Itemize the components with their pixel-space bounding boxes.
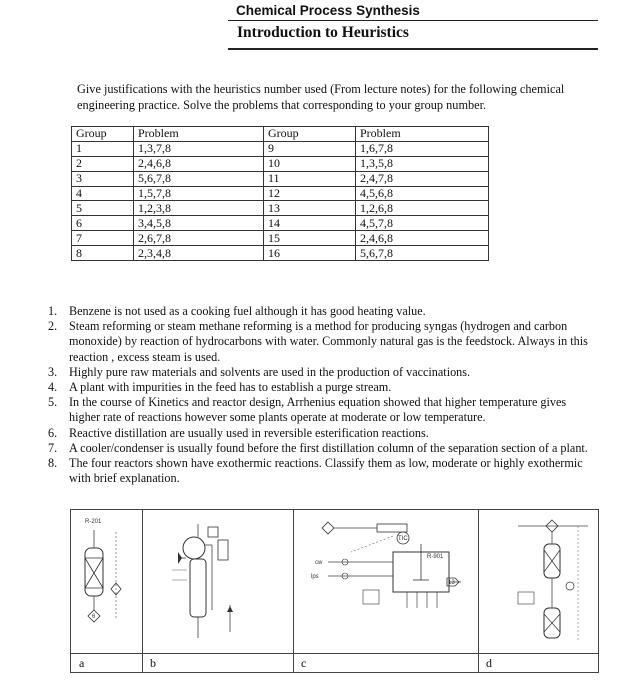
table-row xyxy=(72,186,489,201)
problem-text: Reactive distillation are usually used in reversible esterification reactions. xyxy=(69,425,429,440)
table-cell: 1,3,7,8 xyxy=(134,141,264,156)
figure-d xyxy=(478,510,598,672)
stream-a-number: 6 xyxy=(92,614,96,620)
table-row xyxy=(72,201,489,216)
table-cell: 2,3,4,8 xyxy=(134,246,264,261)
table-cell: 3,4,5,8 xyxy=(134,216,264,231)
instructions: Give justifications with the heuristics number used (From lecture notes) for the following chemical engineering practice. Solve the problems that corresponding to your group number. xyxy=(77,82,565,112)
figure-c-label: c xyxy=(301,656,307,670)
table-header-cell: Group xyxy=(72,127,134,142)
table-header-cell: Problem xyxy=(356,127,489,142)
table-cell: 9 xyxy=(264,141,356,156)
cooling-water-label: cw xyxy=(315,560,323,566)
table-cell: 2,6,7,8 xyxy=(134,231,264,246)
problem-item xyxy=(48,380,593,395)
reactor-a-diagram xyxy=(71,510,142,654)
table-cell: 4,5,7,8 xyxy=(356,216,489,231)
problem-number: 2. xyxy=(48,319,58,334)
table-row xyxy=(72,171,489,186)
problem-number: 7. xyxy=(48,440,58,455)
problem-text: Highly pure raw materials and solvents are used in the production of vaccinations. xyxy=(69,364,471,379)
problem-item xyxy=(48,365,593,380)
figure-c-label-cell xyxy=(293,653,478,672)
steam-label: lps xyxy=(311,574,319,580)
problem-text: The four reactors shown have exothermic reactions. Classify them as low, moderate or highly exothermic with brief explanation. xyxy=(69,456,583,486)
problem-text: Benzene is not used as a cooking fuel although it has good heating value. xyxy=(69,304,426,318)
problem-number: 6. xyxy=(48,425,58,440)
problem-number: 8. xyxy=(48,456,58,471)
table-cell: 6 xyxy=(72,216,134,231)
problem-text: A cooler/condenser is usually found before the first distillation column of the separation section of a plant. xyxy=(69,440,588,455)
problem-text: Steam reforming or steam methane reforming is a method for producing syngas (hydrogen and carbon monoxide) by reaction of hydrocarbons with water. Commonly natural gas is the feedstock. Always in this reaction , excess steam is used. xyxy=(69,319,588,364)
table-cell: 1 xyxy=(72,141,134,156)
problem-item xyxy=(48,456,593,486)
problem-number: 4. xyxy=(48,380,58,395)
table-cell: 12 xyxy=(264,186,356,201)
problem-item xyxy=(48,304,593,319)
table-cell: 11 xyxy=(264,171,356,186)
reactor-b-diagram xyxy=(142,510,293,654)
table-cell: 16 xyxy=(264,246,356,261)
table-row xyxy=(72,246,489,261)
table-cell: 1,6,7,8 xyxy=(356,141,489,156)
problem-text: A plant with impurities in the feed has to establish a purge stream. xyxy=(69,380,392,395)
table-row xyxy=(72,231,489,246)
table-row xyxy=(72,216,489,231)
stream-c-number: 13 xyxy=(448,580,455,586)
table-cell: 8 xyxy=(72,246,134,261)
figure-c xyxy=(293,510,479,672)
table-cell: 2,4,7,8 xyxy=(356,171,489,186)
table-header-cell: Problem xyxy=(134,127,264,142)
table-header-row xyxy=(72,127,489,142)
table-cell: 4,5,6,8 xyxy=(356,186,489,201)
reactor-d-diagram xyxy=(478,510,598,654)
reactor-figures xyxy=(70,509,599,673)
table-cell: 1,3,5,8 xyxy=(356,156,489,171)
figure-a-label: a xyxy=(79,656,85,670)
problem-item xyxy=(48,395,593,425)
table-cell: 5,6,7,8 xyxy=(134,171,264,186)
table-cell: 1,2,6,8 xyxy=(356,201,489,216)
reactor-c-diagram xyxy=(293,510,478,654)
table-cell: 15 xyxy=(264,231,356,246)
table-cell: 1,5,7,8 xyxy=(134,186,264,201)
table-cell: 2,4,6,8 xyxy=(356,231,489,246)
table-cell: 14 xyxy=(264,216,356,231)
table-cell: 10 xyxy=(264,156,356,171)
controller-tag: TIC xyxy=(398,536,408,542)
reactor-c-tag: R-901 xyxy=(427,554,444,560)
problem-item xyxy=(48,426,593,441)
table-cell: 1,2,3,8 xyxy=(134,201,264,216)
table-cell: 5,6,7,8 xyxy=(356,246,489,261)
table-row xyxy=(72,141,489,156)
table-cell: 4 xyxy=(72,186,134,201)
table-row xyxy=(72,156,489,171)
figure-b-label-cell xyxy=(142,653,293,672)
problem-number: 1. xyxy=(48,304,58,318)
table-cell: 5 xyxy=(72,201,134,216)
problem-item xyxy=(48,441,593,456)
table-cell: 2,4,6,8 xyxy=(134,156,264,171)
group-problem-table xyxy=(71,126,489,261)
course-title: Chemical Process Synthesis xyxy=(236,3,420,18)
figure-b xyxy=(142,510,294,672)
figure-a-label-cell xyxy=(71,653,142,672)
table-cell: 3 xyxy=(72,171,134,186)
figure-d-label: d xyxy=(486,656,492,670)
problem-text: In the course of Kinetics and reactor design, Arrhenius equation showed that higher temperature gives higher rate of reactions however some plants operate at moderate or low temperature. xyxy=(69,395,567,425)
problem-number: 5. xyxy=(48,395,58,410)
problem-number: 3. xyxy=(48,364,58,379)
problem-item xyxy=(48,319,593,365)
header-rule xyxy=(228,20,598,21)
reactor-a-tag: R-201 xyxy=(85,519,102,525)
figure-a xyxy=(71,510,143,672)
title-rule xyxy=(228,48,598,50)
table-cell: 2 xyxy=(72,156,134,171)
page-title: Introduction to Heuristics xyxy=(237,24,409,41)
table-cell: 13 xyxy=(264,201,356,216)
figure-d-label-cell xyxy=(478,653,598,672)
table-header-cell: Group xyxy=(264,127,356,142)
figure-b-label: b xyxy=(150,656,156,670)
problem-list xyxy=(48,304,593,486)
table-cell: 7 xyxy=(72,231,134,246)
